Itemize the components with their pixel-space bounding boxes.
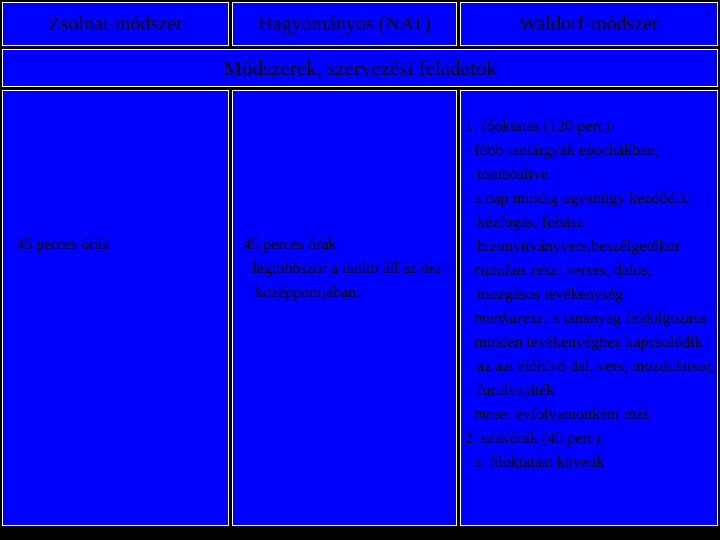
waldorf-line-9: - a főoktatást követik xyxy=(465,454,605,471)
header-hagyomanyos-label: Hagyományos (NAT) xyxy=(258,12,431,35)
section-title-bar xyxy=(2,49,718,87)
waldorf-line-7-italic: mese: xyxy=(474,406,512,423)
header-waldorf xyxy=(460,2,718,46)
waldorf-line-8: 2. szakórák (45 perc) xyxy=(465,430,601,447)
waldorf-line-4: - ritmikus rész: verses, dalos, mozgásos tevékenység xyxy=(465,262,652,303)
zsolnai-line-1: - 45 perces órák xyxy=(7,236,110,253)
waldorf-line-5-italic: munkarész: xyxy=(474,310,549,327)
header-hagyomanyos xyxy=(232,2,457,46)
hagyomanyos-column xyxy=(232,90,457,526)
waldorf-line-1: 1. főoktatás (120 perc) xyxy=(465,118,610,135)
waldorf-line-5-rest: a tananyag feldolgozása xyxy=(548,310,706,327)
hagyomanyos-line-1: 45 perces órák xyxy=(243,236,337,253)
waldorf-line-7-rest: évfolyamonként más xyxy=(511,406,650,423)
header-waldorf-label: Waldorf-módszer xyxy=(519,12,659,35)
waldorf-line-6: - minden tevékenyéghez kapcsolódik az azt előhívő dal, vers, mozdulatsor, furulyajáték xyxy=(465,334,715,399)
hagyomanyos-line-2: - legtöbbször a tanító áll az óra középpontjában xyxy=(243,260,442,301)
header-zsolnai xyxy=(2,2,229,46)
waldorf-column xyxy=(460,90,718,526)
waldorf-line-2: - főbb tantárgyak epochákban, tömbösítve xyxy=(465,142,660,183)
zsolnai-column xyxy=(2,90,229,526)
waldorf-line-4-rest: verses, dalos, mozgásos tevékenység xyxy=(477,262,652,303)
waldorf-line-5: - munkarész: a tananyag feldolgozása xyxy=(465,310,706,327)
waldorf-line-3: - a nap mindig ugyanúgy kezdődik: kézfogás, fohász bizonyítványvers,beszélgetőkör xyxy=(465,190,693,255)
waldorf-line-7: - mese: évfolyamonként más xyxy=(465,406,650,423)
header-zsolnai-label: Zsolnai-módszer xyxy=(48,12,183,35)
section-title: Módszerek, szervezési feladatok xyxy=(223,55,497,80)
waldorf-line-4-italic: ritmikus rész: xyxy=(474,262,562,279)
